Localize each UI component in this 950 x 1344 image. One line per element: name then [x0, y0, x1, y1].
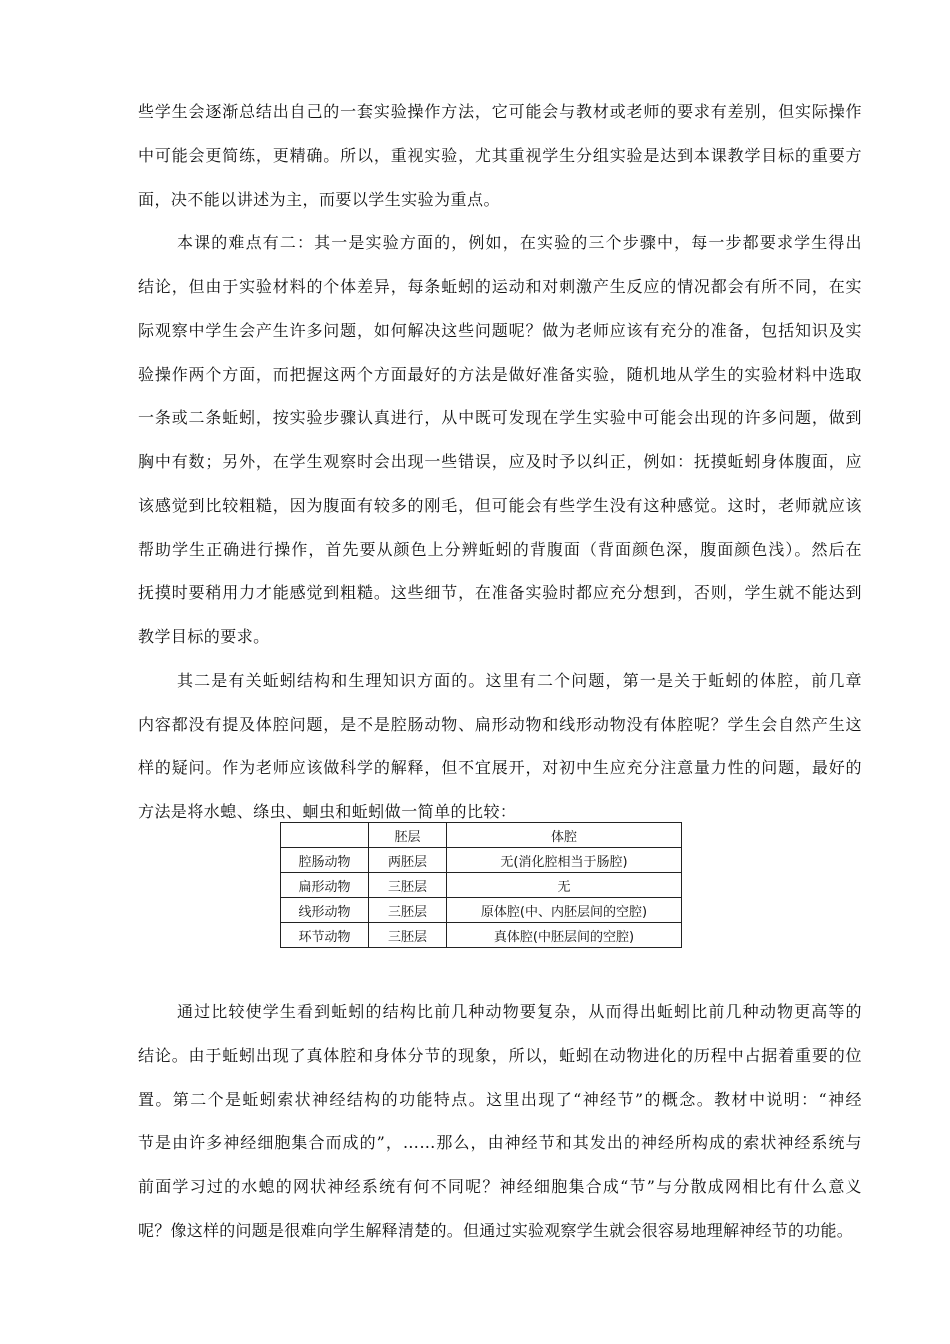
table-cell: 环节动物 [281, 923, 369, 948]
paragraph-2-line-7: 该感觉到比较粗糙，因为腹面有较多的刚毛，但可能会有些学生没有这种感觉。这时，老师就应该 [138, 496, 862, 515]
paragraph-2-line-1: 本课的难点有二：其一是实验方面的，例如，在实验的三个步骤中，每一步都要求学生得出 [177, 233, 862, 252]
paragraph-4-line-2: 结论。由于蚯蚓出现了真体腔和身体分节的现象，所以，蚯蚓在动物进化的历程中占据着重要的位 [138, 1046, 862, 1065]
table-header-cell: 胚层 [369, 823, 447, 848]
paragraph-1-line-2: 中可能会更简练，更精确。所以，重视实验，尤其重视学生分组实验是达到本课教学目标的重要方 [138, 146, 862, 165]
table-row [281, 848, 682, 873]
table-cell: 三胚层 [369, 923, 447, 948]
paragraph-2-line-2: 结论，但由于实验材料的个体差异，每条蚯蚓的运动和对刺激产生反应的情况都会有所不同，在实 [138, 277, 862, 296]
table-cell: 无 [447, 873, 682, 898]
table-cell: 扁形动物 [281, 873, 369, 898]
paragraph-2-line-9: 抚摸时要稍用力才能感觉到粗糙。这些细节，在准备实验时都应充分想到，否则，学生就不能达到 [138, 583, 862, 602]
paragraph-2-line-5: 一条或二条蚯蚓，按实验步骤认真进行，从中既可发现在学生实验中可能会出现的许多问题，做到 [138, 408, 862, 427]
paragraph-3-line-4: 方法是将水螅、绦虫、蛔虫和蚯蚓做一简单的比较： [138, 802, 517, 821]
paragraph-3-line-3: 样的疑问。作为老师应该做科学的解释，但不宜展开，对初中生应充分注意量力性的问题，最好的 [138, 758, 862, 777]
paragraph-1-line-1: 些学生会逐渐总结出自己的一套实验操作方法，它可能会与教材或老师的要求有差别，但实际操作 [138, 102, 862, 121]
paragraph-2-line-3: 际观察中学生会产生许多问题，如何解决这些问题呢？做为老师应该有充分的准备，包括知识及实 [138, 321, 862, 340]
table-cell: 无(消化腔相当于肠腔) [447, 848, 682, 873]
paragraph-2-line-10: 教学目标的要求。 [138, 627, 270, 646]
paragraph-4-line-3: 置。第二个是蚯蚓索状神经结构的功能特点。这里出现了“神经节”的概念。教材中说明：“神经 [138, 1090, 862, 1109]
paragraph-3-line-2: 内容都没有提及体腔问题，是不是腔肠动物、扁形动物和线形动物没有体腔呢？学生会自然产生这 [138, 715, 862, 734]
table-row [281, 898, 682, 923]
paragraph-2-line-6: 胸中有数；另外，在学生观察时会出现一些错误，应及时予以纠正，例如：抚摸蚯蚓身体腹面，应 [138, 452, 862, 471]
paragraph-4-line-4: 节是由许多神经细胞集合而成的”，……那么，由神经节和其发出的神经所构成的索状神经系统与 [138, 1133, 862, 1152]
paragraph-2-line-8: 帮助学生正确进行操作，首先要从颜色上分辨蚯蚓的背腹面（背面颜色深，腹面颜色浅）。然后在 [138, 540, 862, 559]
table-header-row [281, 823, 682, 848]
paragraph-4-line-6: 呢？像这样的问题是很难向学生解释清楚的。但通过实验观察学生就会很容易地理解神经节的功能。 [138, 1221, 854, 1240]
paragraph-3-line-1: 其二是有关蚯蚓结构和生理知识方面的。这里有二个问题，第一是关于蚯蚓的体腔，前几章 [177, 671, 862, 690]
paragraph-2-line-4: 验操作两个方面，而把握这两个方面最好的方法是做好准备实验，随机地从学生的实验材料中选取 [138, 365, 862, 384]
table-cell: 两胚层 [369, 848, 447, 873]
table-cell: 线形动物 [281, 898, 369, 923]
table-cell: 三胚层 [369, 873, 447, 898]
table-cell: 原体腔(中、内胚层间的空腔) [447, 898, 682, 923]
table-cell: 三胚层 [369, 898, 447, 923]
paragraph-4-line-1: 通过比较使学生看到蚯蚓的结构比前几种动物要复杂，从而得出蚯蚓比前几种动物更高等的 [177, 1002, 862, 1021]
paragraph-1-line-3: 面，决不能以讲述为主，而要以学生实验为重点。 [138, 190, 500, 209]
table-cell: 腔肠动物 [281, 848, 369, 873]
table-header-cell [281, 823, 369, 848]
table-header-cell: 体腔 [447, 823, 682, 848]
table-row [281, 923, 682, 948]
comparison-table [280, 822, 682, 948]
table-cell: 真体腔(中胚层间的空腔) [447, 923, 682, 948]
table-row [281, 873, 682, 898]
paragraph-4-line-5: 前面学习过的水螅的网状神经系统有何不同呢？神经细胞集合成“节”与分散成网相比有什么意义 [138, 1177, 862, 1196]
